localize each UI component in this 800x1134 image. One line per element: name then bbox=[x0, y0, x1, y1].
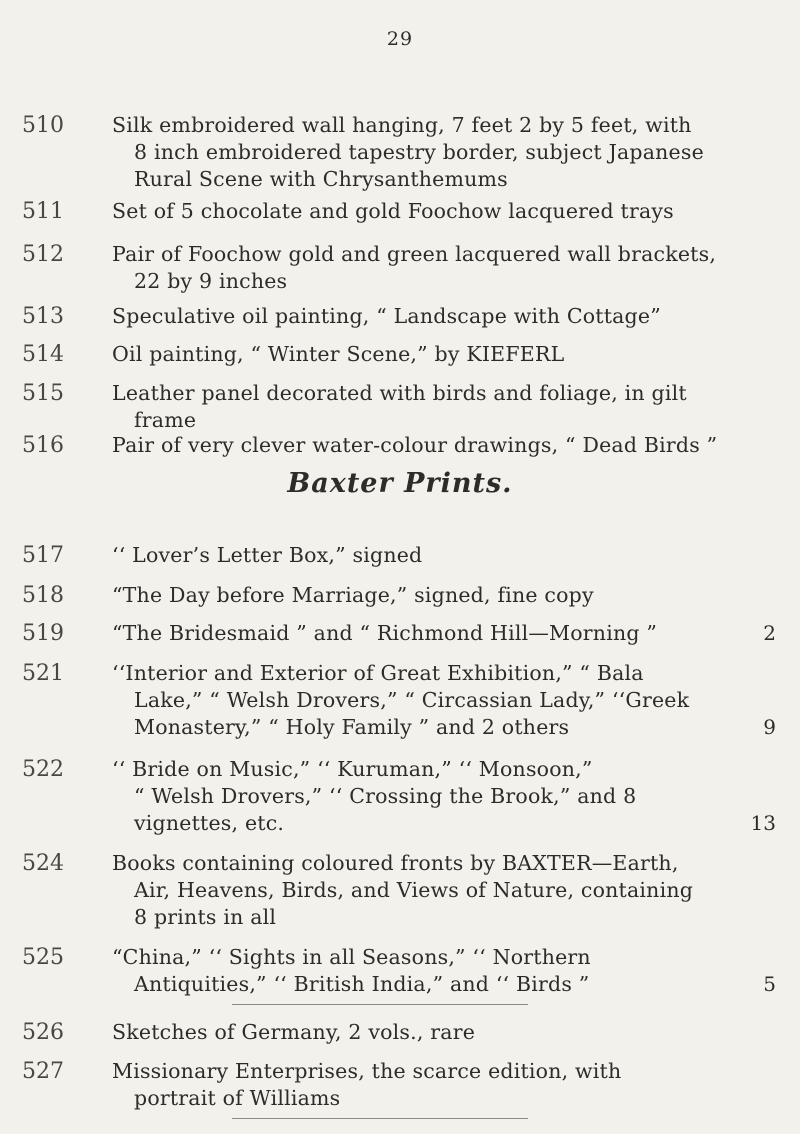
lot-description bbox=[112, 112, 762, 193]
lot-number: 519 bbox=[22, 621, 64, 646]
lot-line: Pair of Foochow gold and green lacquered wall brackets, bbox=[112, 242, 717, 266]
lot-description bbox=[112, 1019, 762, 1046]
lot-line: Leather panel decorated with birds and foliage, in gilt bbox=[112, 381, 687, 405]
lot-description bbox=[112, 432, 762, 459]
lot-number: 513 bbox=[22, 304, 64, 329]
lot-number: 522 bbox=[22, 757, 64, 782]
lot-line: Books containing coloured fronts by BAXTER—Earth, bbox=[112, 851, 679, 875]
lot-description bbox=[112, 944, 762, 998]
lot-number: 512 bbox=[22, 242, 64, 267]
lot-line: Lake,” “ Welsh Drovers,” “ Circassian Lady,” ‘‘Greek bbox=[134, 688, 690, 712]
lot-description bbox=[112, 341, 762, 368]
lot-line: “The Bridesmaid ” and “ Richmond Hill—Morning ” bbox=[112, 621, 658, 645]
lot-number: 526 bbox=[22, 1020, 64, 1045]
lot-line: Silk embroidered wall hanging, 7 feet 2 by 5 feet, with bbox=[112, 113, 692, 137]
lot-line: “The Day before Marriage,” signed, fine copy bbox=[112, 583, 594, 607]
lot-line: Missionary Enterprises, the scarce edition, with bbox=[112, 1059, 622, 1083]
divider-rule bbox=[232, 1118, 528, 1119]
lot-line: frame bbox=[134, 408, 197, 432]
lot-line: ‘‘Interior and Exterior of Great Exhibition,” “ Bala bbox=[112, 661, 644, 685]
lot-number: 518 bbox=[22, 583, 64, 608]
lot-quantity: 5 bbox=[763, 972, 776, 996]
lot-description bbox=[112, 1058, 762, 1112]
lot-quantity: 13 bbox=[750, 811, 776, 835]
lot-line: 22 by 9 inches bbox=[134, 269, 288, 293]
lot-line: Rural Scene with Chrysanthemums bbox=[134, 167, 508, 191]
lot-line: portrait of Williams bbox=[134, 1086, 341, 1110]
lot-quantity: 2 bbox=[763, 621, 776, 645]
lot-line: Monastery,” “ Holy Family ” and 2 others bbox=[134, 715, 570, 739]
lot-description bbox=[112, 303, 762, 330]
lot-line: ‘‘ Lover’s Letter Box,” signed bbox=[112, 543, 423, 567]
lot-description bbox=[112, 241, 762, 295]
lot-line: ‘‘ Bride on Music,” ‘‘ Kuruman,” ‘‘ Monsoon,” bbox=[112, 757, 593, 781]
lot-line: Oil painting, “ Winter Scene,” by KIEFERL bbox=[112, 342, 565, 366]
lot-number: 524 bbox=[22, 851, 64, 876]
lot-description bbox=[112, 582, 762, 609]
lot-line: 8 prints in all bbox=[134, 905, 277, 929]
lot-line: “ Welsh Drovers,” ‘‘ Crossing the Brook,” and 8 bbox=[134, 784, 637, 808]
lot-number: 527 bbox=[22, 1059, 64, 1084]
lot-number: 514 bbox=[22, 342, 64, 367]
divider-rule bbox=[232, 1004, 528, 1005]
page-number: 29 bbox=[386, 28, 414, 50]
lot-line: vignettes, etc. bbox=[134, 811, 285, 835]
lot-description bbox=[112, 380, 762, 434]
lot-line: Pair of very clever water-colour drawings, “ Dead Birds ” bbox=[112, 433, 718, 457]
lot-number: 516 bbox=[22, 433, 64, 458]
lot-number: 525 bbox=[22, 945, 64, 970]
lot-number: 515 bbox=[22, 381, 64, 406]
lot-description bbox=[112, 542, 762, 569]
lot-line: Speculative oil painting, “ Landscape with Cottage” bbox=[112, 304, 661, 328]
lot-description bbox=[112, 198, 762, 225]
lot-description bbox=[112, 850, 762, 931]
lot-line: Antiquities,” ‘‘ British India,” and ‘‘ Birds ” bbox=[134, 972, 590, 996]
lot-number: 510 bbox=[22, 113, 64, 138]
lot-line: “China,” ‘‘ Sights in all Seasons,” ‘‘ Northern bbox=[112, 945, 591, 969]
lot-description bbox=[112, 756, 762, 837]
lot-line: 8 inch embroidered tapestry border, subject Japanese bbox=[134, 140, 704, 164]
lot-number: 517 bbox=[22, 543, 64, 568]
lot-line: Sketches of Germany, 2 vols., rare bbox=[112, 1020, 476, 1044]
lot-number: 521 bbox=[22, 661, 64, 686]
lot-description bbox=[112, 620, 762, 647]
lot-line: Air, Heavens, Birds, and Views of Nature, containing bbox=[134, 878, 694, 902]
lot-description bbox=[112, 660, 762, 741]
lot-quantity: 9 bbox=[763, 715, 776, 739]
section-heading: Baxter Prints. bbox=[287, 468, 513, 499]
lot-line: Set of 5 chocolate and gold Foochow lacquered trays bbox=[112, 199, 674, 223]
lot-number: 511 bbox=[22, 199, 64, 224]
